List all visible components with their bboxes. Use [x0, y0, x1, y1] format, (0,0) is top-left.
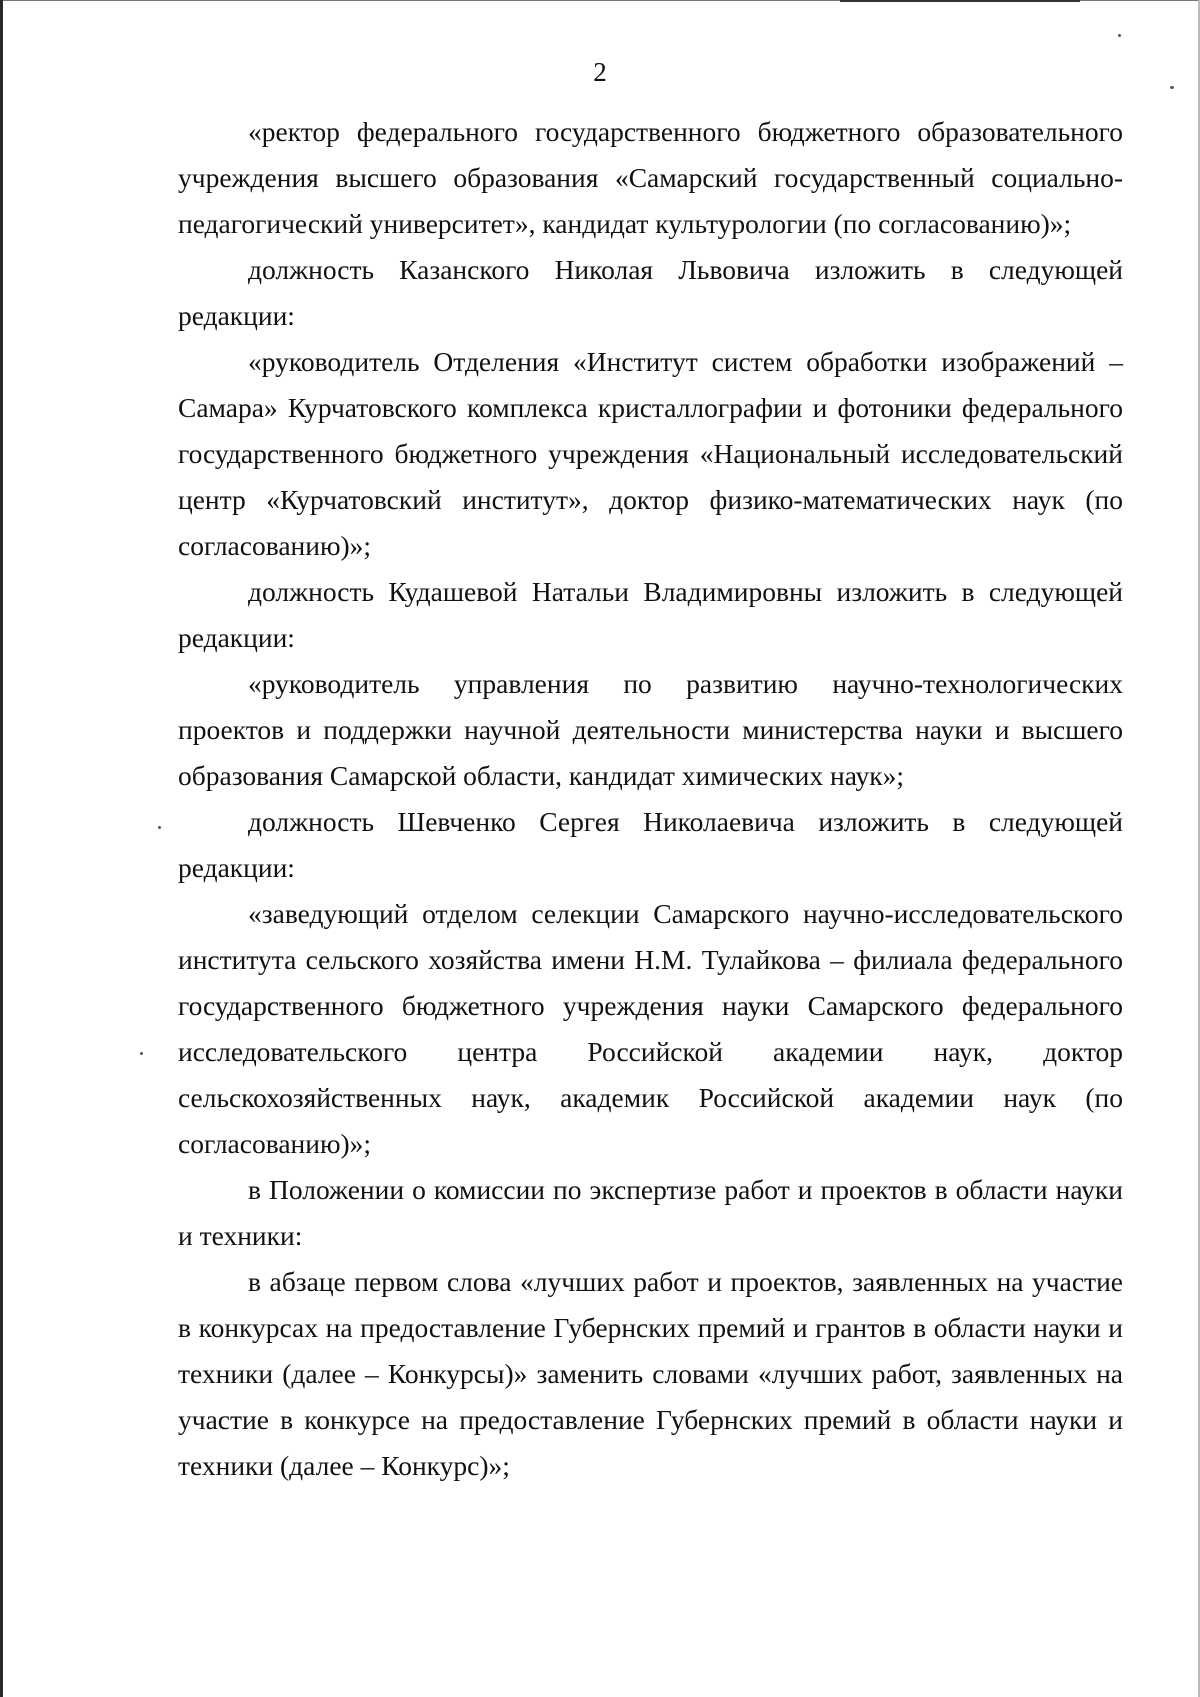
scan-edge-top-mark: [840, 0, 1080, 2]
paragraph: должность Кудашевой Натальи Владимировны изложить в следующей редакции:: [178, 576, 1123, 653]
scan-speck: [140, 1052, 143, 1055]
paragraph: «руководитель управления по развитию научно-технологических проектов и поддержки научной деятельности министерства науки и высшего образования Самарской области, кандидат химических наук»;: [178, 668, 1123, 791]
paragraph: «заведующий отделом селекции Самарского научно-исследовательского института сельского хозяйства имени Н.М. Тулайкова – филиала федерального государственного бюджетного учреждения науки Самарского федерального исследовательского центра Российской академии наук, доктор сельскохозяйственных наук, академик Российской академии наук (по согласованию)»;: [178, 898, 1123, 1159]
page-number: 2: [593, 57, 607, 87]
paragraph: «руководитель Отделения «Институт систем обработки изображений – Самара» Курчатовского комплекса кристаллографии и фотоники федерального государственного бюджетного учреждения «Национальный исследовательский центр «Курчатовский институт», доктор физико-математических наук (по согласованию)»;: [178, 346, 1123, 561]
paragraph: должность Казанского Николая Львовича изложить в следующей редакции:: [178, 254, 1123, 331]
scan-speck: [158, 826, 161, 829]
paragraph: в Положении о комиссии по экспертизе работ и проектов в области науки и техники:: [178, 1174, 1123, 1251]
paragraph: в абзаце первом слова «лучших работ и проектов, заявленных на участие в конкурсах на предоставление Губернских премий и грантов в области науки и техники (далее – Конкурсы)» заменить словами «лучших работ, заявленных на участие в конкурсе на предоставление Губернских премий в области науки и техники (далее – Конкурс)»;: [178, 1266, 1123, 1481]
paragraph: «ректор федерального государственного бюджетного образовательного учреждения высшего образования «Самарский государственный социально-педагогический университет», кандидат культурологии (по согласованию)»;: [178, 116, 1123, 239]
paragraph: должность Шевченко Сергея Николаевича изложить в следующей редакции:: [178, 806, 1123, 883]
scan-edge-left: [0, 0, 3, 1697]
document-body: [178, 109, 1123, 1489]
scan-speck: [1118, 34, 1121, 37]
